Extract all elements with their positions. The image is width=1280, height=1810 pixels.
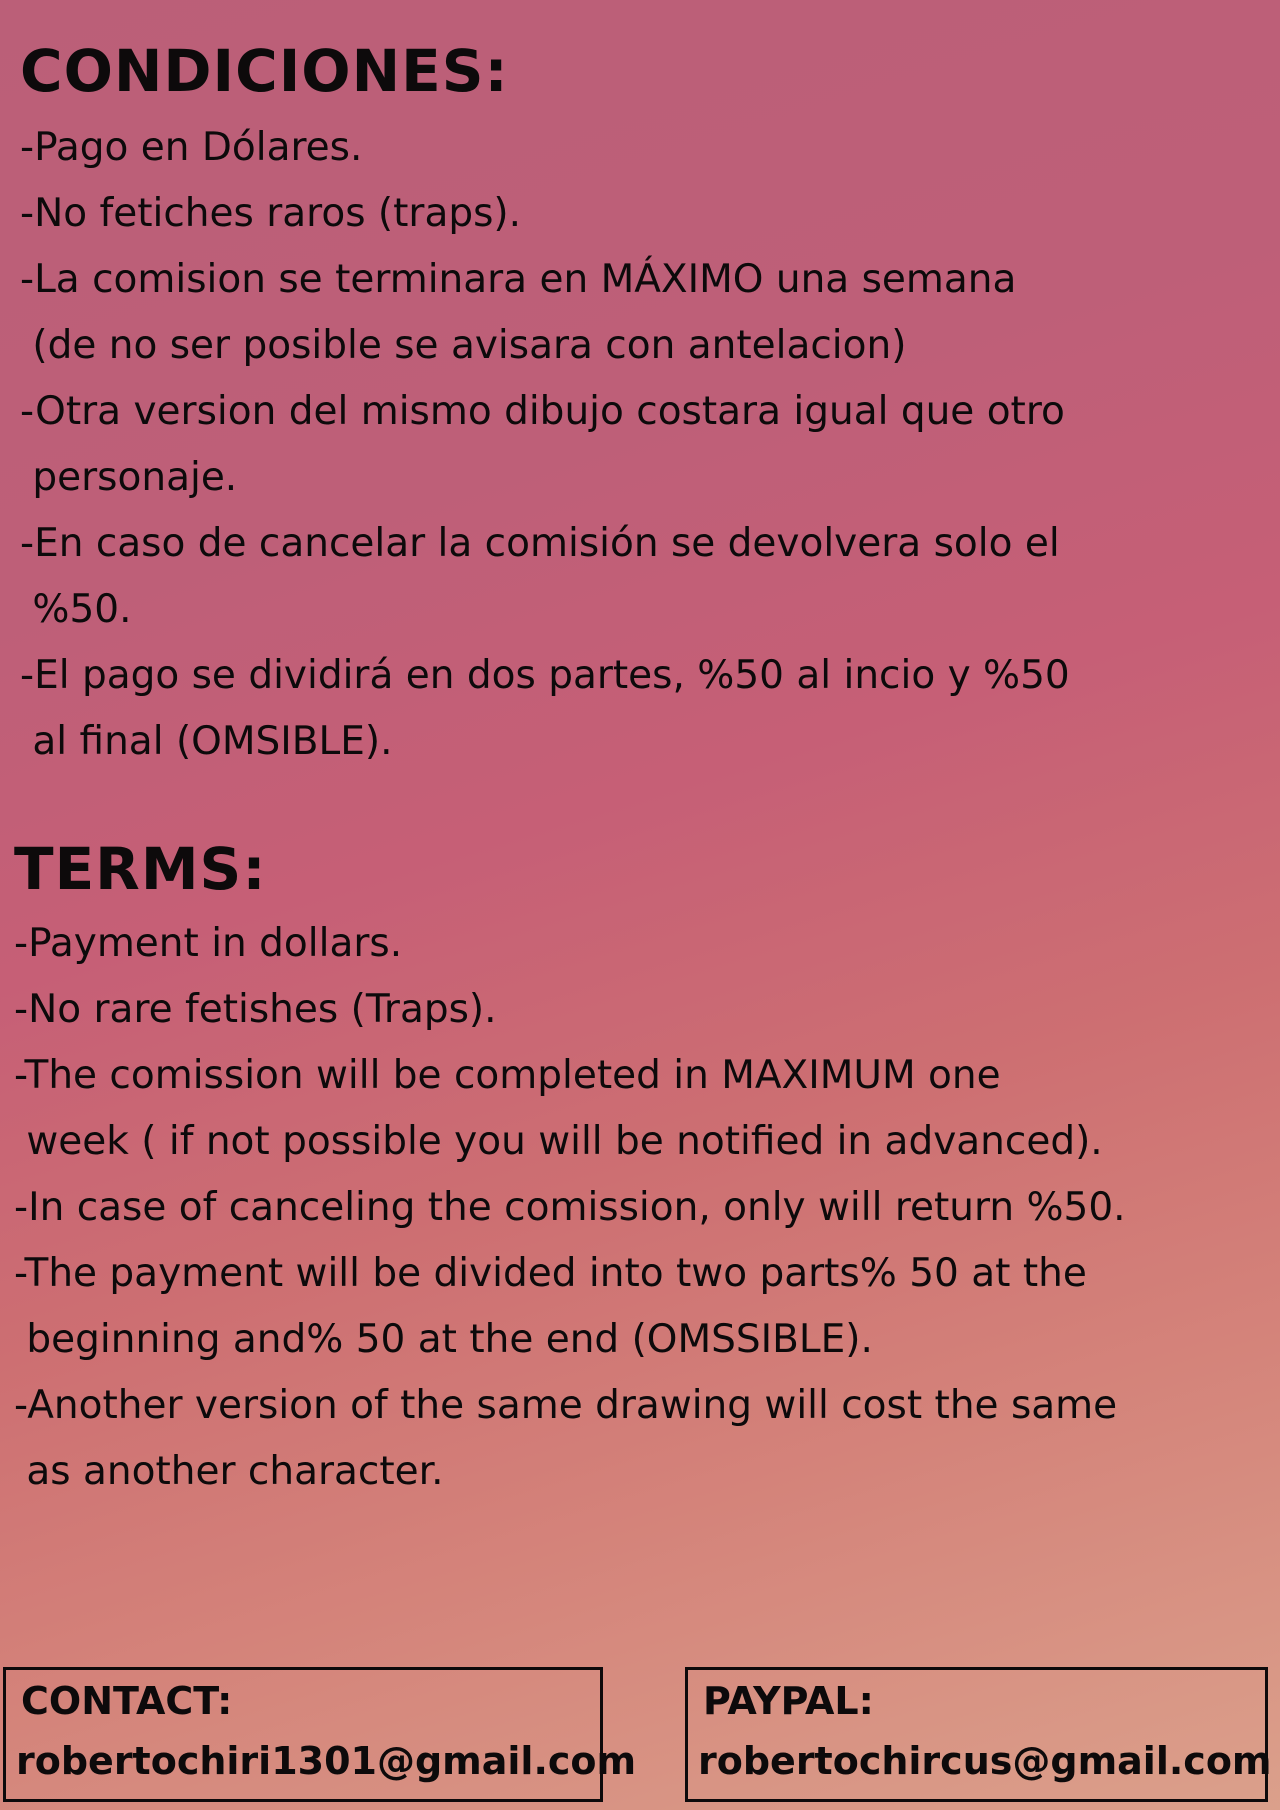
terms-line: -Payment in dollars. [14,921,403,966]
terms-line: -The payment will be divided into two parts% 50 at the [14,1251,1087,1296]
condiciones-line: personaje. [20,455,238,500]
terms-line: -Another version of the same drawing will cost the same [14,1383,1118,1428]
terms-line: -No rare fetishes (Traps). [14,987,497,1032]
terms-line: -In case of canceling the comission, only will return %50. [14,1185,1126,1230]
condiciones-line: -El pago se dividirá en dos partes, %50 al incio y %50 [20,653,1070,698]
terms-line: beginning and% 50 at the end (OMSSIBLE). [14,1317,873,1362]
terms-line: -The comission will be completed in MAXIMUM one [14,1053,1001,1098]
condiciones-line: -Pago en Dólares. [20,125,363,170]
contact-email[interactable]: robertochiri1301@gmail.com [16,1739,637,1783]
paypal-email[interactable]: robertochircus@gmail.com [698,1739,1272,1783]
contact-label: CONTACT: [21,1679,233,1723]
terms-line: as another character. [14,1449,444,1494]
condiciones-line: %50. [20,587,132,632]
condiciones-line: -Otra version del mismo dibujo costara igual que otro [20,389,1065,434]
condiciones-heading: CONDICIONES: [20,37,509,105]
condiciones-line: -En caso de cancelar la comisión se devolvera solo el [20,521,1060,566]
terms-heading: TERMS: [14,835,267,903]
condiciones-line: -No fetiches raros (traps). [20,191,522,236]
contact-box [3,1667,637,1802]
paypal-box [685,1667,1272,1802]
terms-line: week ( if not possible you will be notified in advanced). [14,1119,1103,1164]
paypal-label: PAYPAL: [703,1679,874,1723]
condiciones-line: (de no ser posible se avisara con antelacion) [20,323,907,368]
condiciones-line: -La comision se terminara en MÁXIMO una semana [20,257,1017,302]
condiciones-line: al final (OMSIBLE). [20,719,393,764]
